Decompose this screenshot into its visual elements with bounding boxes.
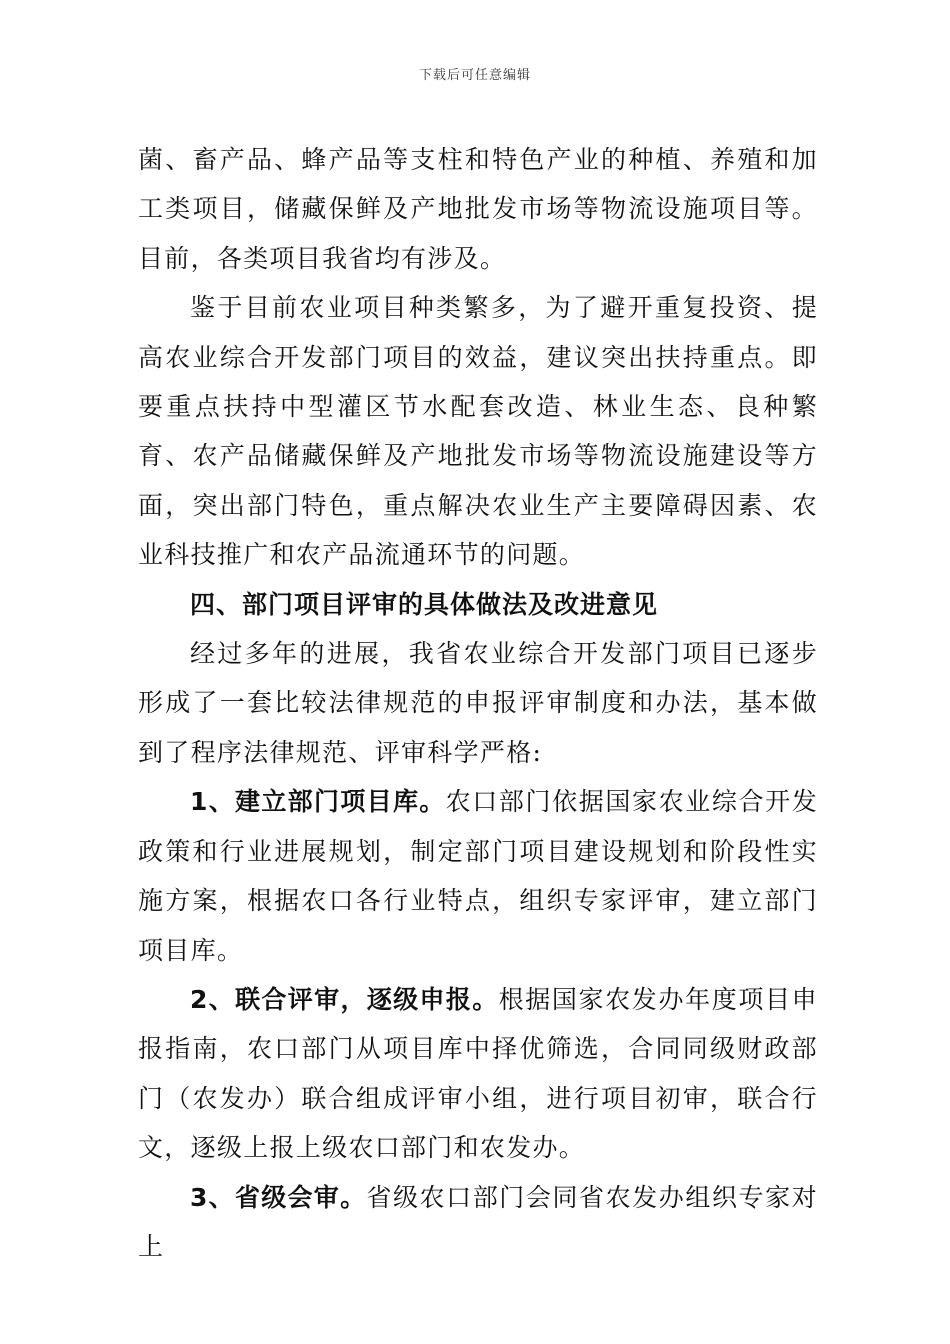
document-body [138, 135, 818, 1271]
list-item-2-lead: 2、联合评审，逐级申报。 [190, 984, 499, 1014]
list-item-3 [138, 1173, 818, 1272]
list-item-2 [138, 975, 818, 1173]
paragraph-key-support: 鉴于目前农业项目种类繁多，为了避开重复投资、提高农业综合开发部门项目的效益，建议突出扶持重点。即要重点扶持中型灌区节水配套改造、林业生态、良种繁育、农产品储藏保鲜及产地批发市场等物流设施建设等方面，突出部门特色，重点解决农业生产主要障碍因素、农业科技推广和农产品流通环节的问题。 [138, 293, 818, 570]
paragraph-review-system: 经过多年的进展，我省农业综合开发部门项目已逐步形成了一套比较法律规范的申报评审制度和办法，基本做到了程序法律规范、评审科学严格: [138, 639, 818, 767]
page-header-note: 下载后可任意编辑 [418, 68, 531, 83]
list-item-1 [138, 777, 818, 975]
paragraph-continued: 菌、畜产品、蜂产品等支柱和特色产业的种植、养殖和加工类项目，储藏保鲜及产地批发市场等物流设施项目等。目前，各类项目我省均有涉及。 [138, 145, 818, 273]
list-item-2-text: 根据国家农发办年度项目申报指南，农口部门从项目库中择优筛选，合同同级财政部门（农发办）联合组成评审小组，进行项目初审，联合行文，逐级上报上级农口部门和农发办。 [138, 984, 818, 1163]
list-item-3-text: 省级农口部门会同省农发办组织专家对上 [138, 1182, 818, 1261]
list-item-1-lead: 1、建立部门项目库。 [190, 787, 446, 817]
section-heading-4: 四、部门项目评审的具体做法及改进意见 [190, 589, 659, 619]
list-item-3-lead: 3、省级会审。 [190, 1182, 367, 1212]
list-item-1-text: 农口部门依据国家农业综合开发政策和行业进展规划，制定部门项目建设规划和阶段性实施方案，根据农口各行业特点，组织专家评审，建立部门项目库。 [138, 787, 818, 965]
